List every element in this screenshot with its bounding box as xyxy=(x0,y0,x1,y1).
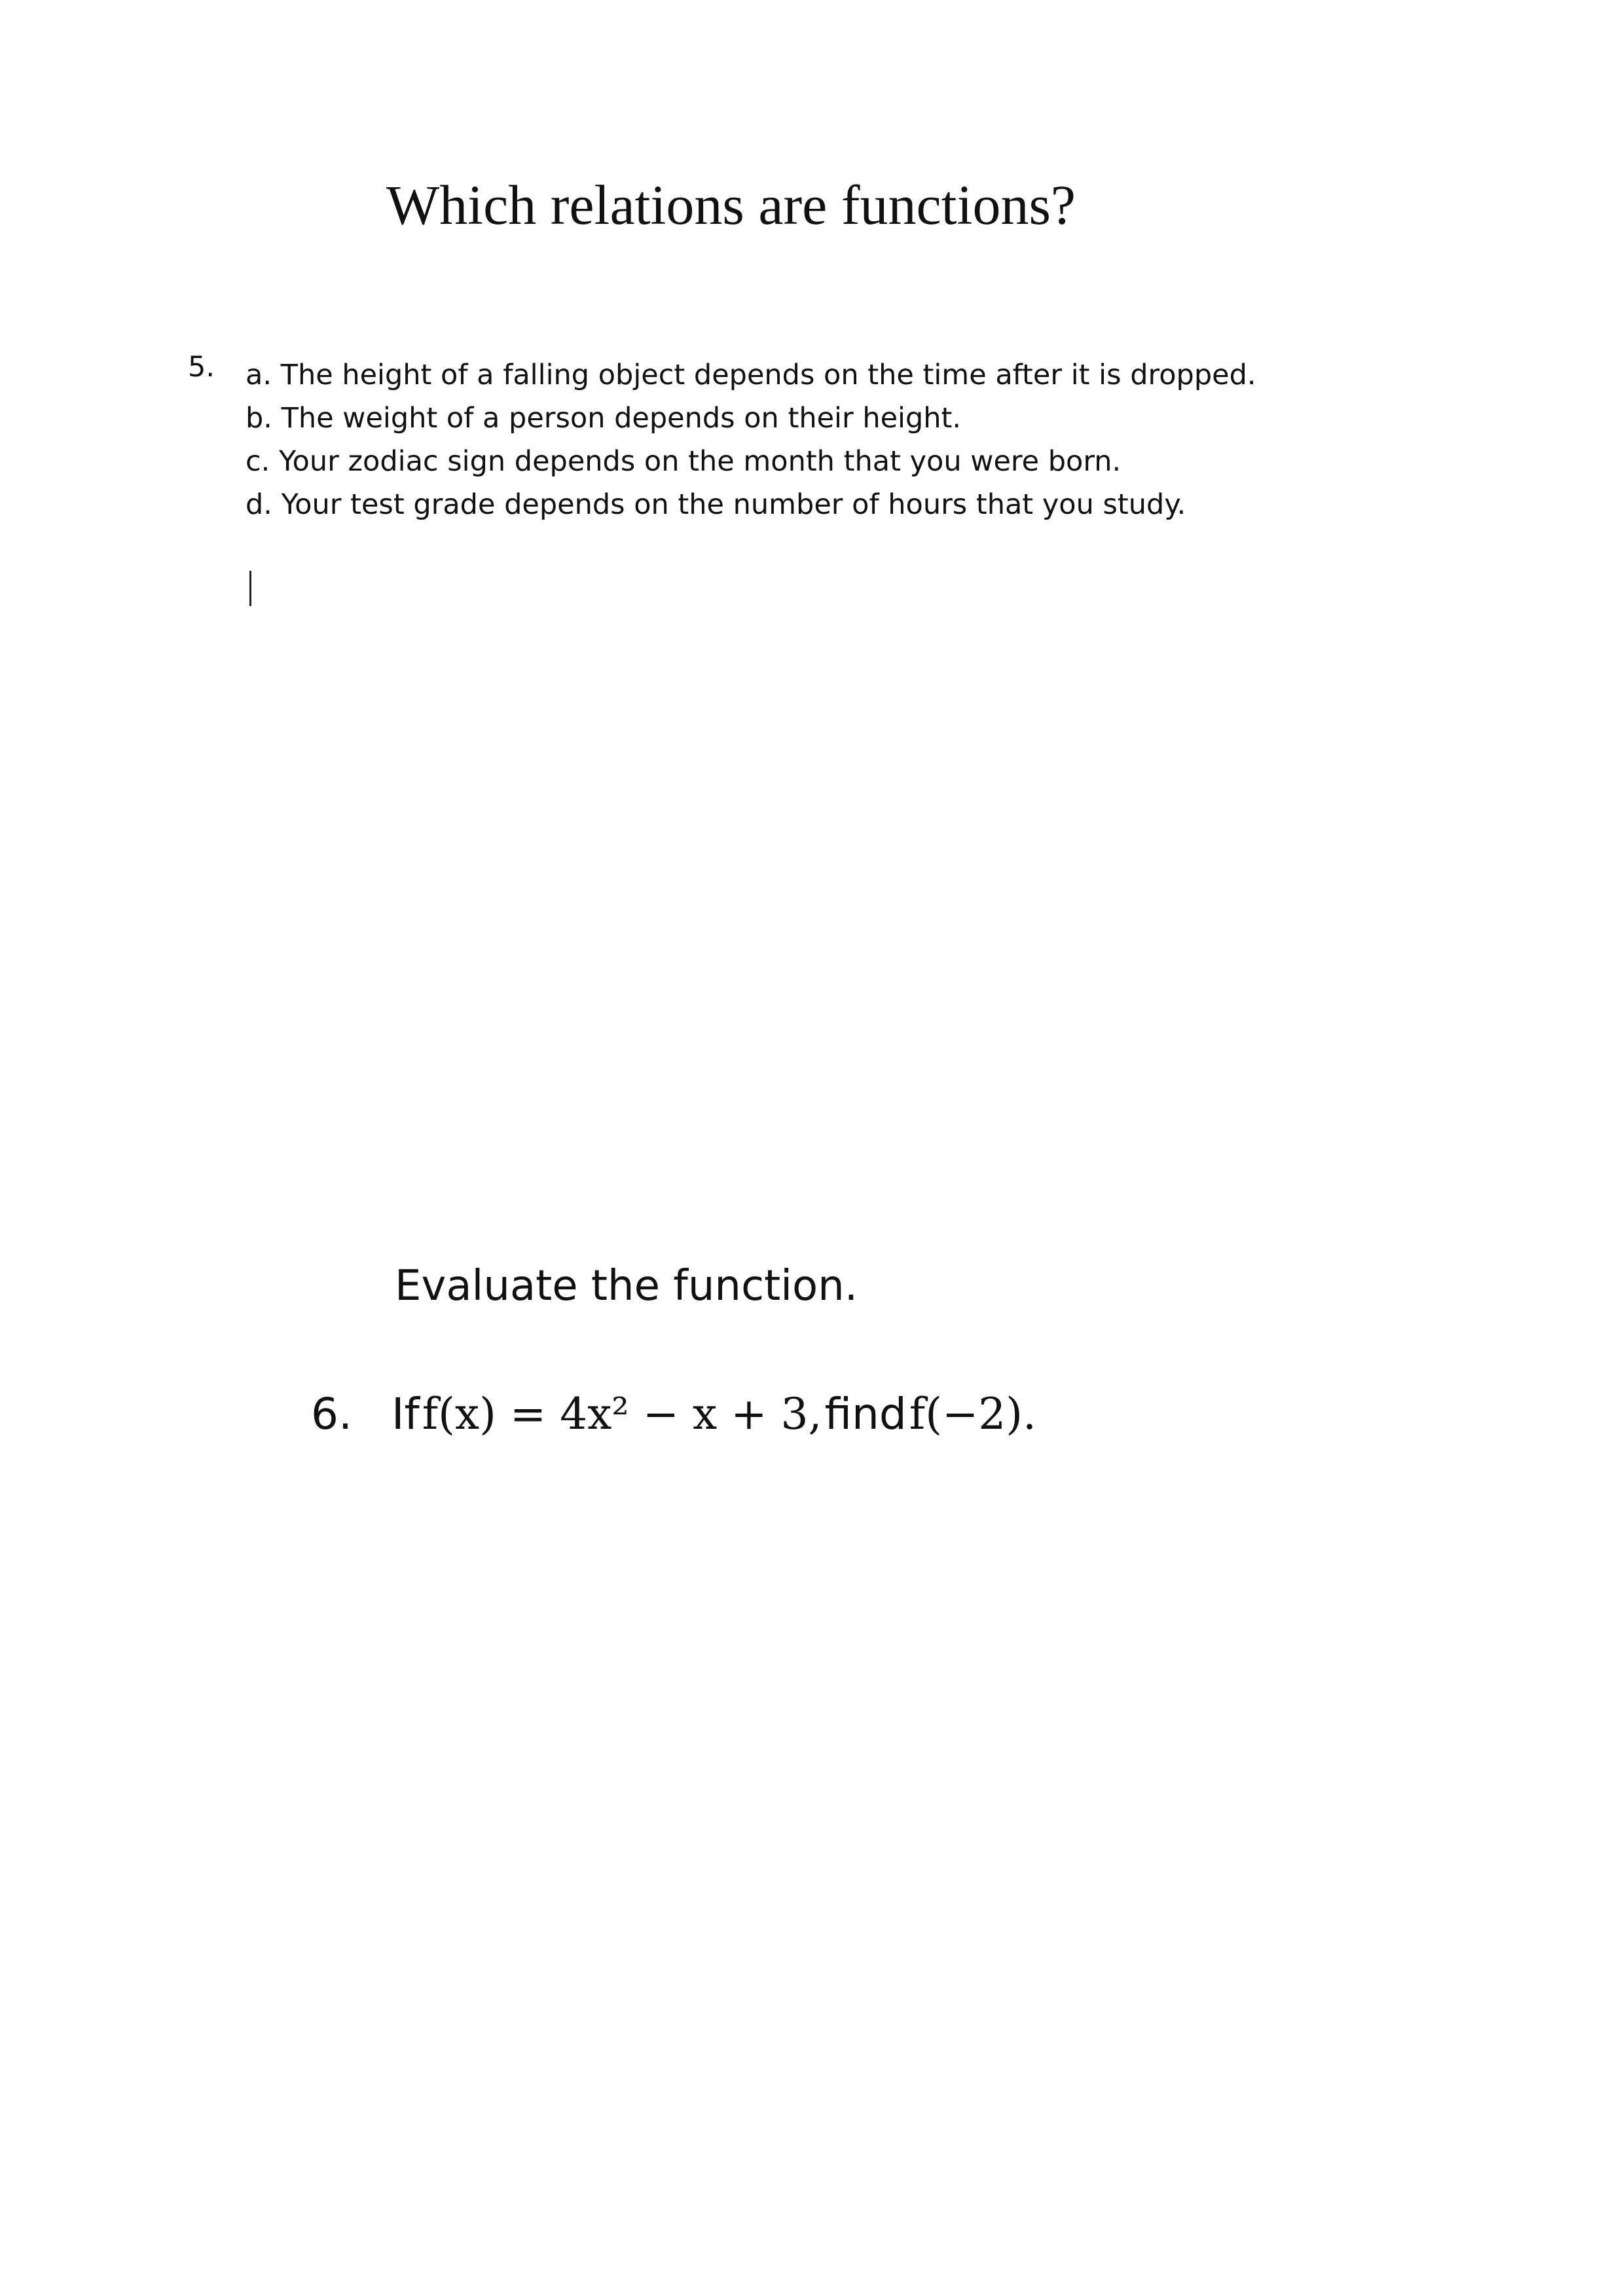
question-6 xyxy=(311,1389,1039,1439)
page-title: Which relations are functions? xyxy=(386,173,1076,236)
question-6-prefix: If xyxy=(391,1389,420,1439)
question-6-find: find xyxy=(824,1389,907,1439)
question-5-number: 5. xyxy=(188,351,215,384)
question-6-function: f(x) = 4x² − x + 3, xyxy=(422,1389,822,1439)
question-5-option-d: d. Your test grade depends on the number of hours that you study. xyxy=(246,488,1186,521)
question-5-option-c: c. Your zodiac sign depends on the month that you were born. xyxy=(246,445,1122,478)
text-cursor xyxy=(249,571,251,606)
question-5-option-b: b. The weight of a person depends on their height. xyxy=(246,402,962,435)
question-5-option-a: a. The height of a falling object depends on the time after it is dropped. xyxy=(246,359,1256,391)
question-6-target: f(−2). xyxy=(909,1389,1036,1439)
section-instruction: Evaluate the function. xyxy=(395,1262,858,1310)
question-6-number: 6. xyxy=(311,1389,352,1439)
question-5-options xyxy=(246,353,1256,526)
